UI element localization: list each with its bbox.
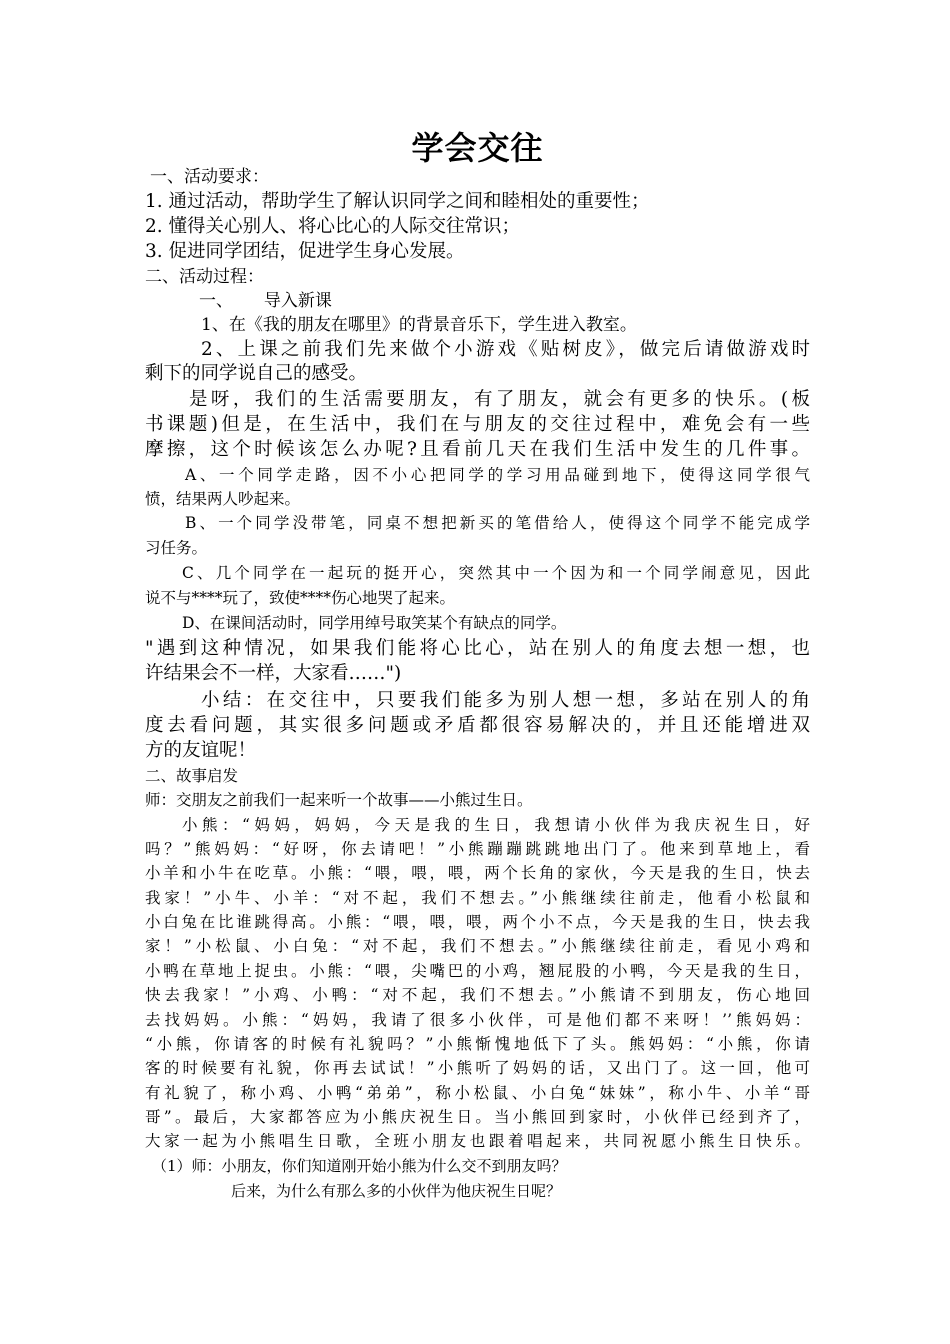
text-line: 方的友谊呢！	[145, 740, 257, 761]
text-line: 快去我家！”小鸡、小鸭：“对不起，我们不想去。”小熊请不到朋友，伤心地回	[145, 986, 810, 1004]
text-line: 许结果会不一样，大家看……")	[145, 663, 402, 684]
text-line: 一、 导入新课	[199, 291, 332, 311]
text-line: 哥”。最后，大家都答应为小熊庆祝生日。当小熊回到家时，小伙伴已经到齐了，	[145, 1108, 810, 1126]
text-line: 2、上课之前我们先来做个小游戏《贴树皮》，做完后请做游戏时	[201, 339, 810, 360]
text-line: 大家一起为小熊唱生日歌，全班小朋友也跟着唱起来，共同祝愿小熊生日快乐。	[145, 1132, 810, 1150]
text-line: 说不与****玩了，致使****伤心地哭了起来。	[145, 589, 456, 607]
text-line: 我家！”小牛、小羊：“对不起，我们不想去。”小熊继续往前走，他看小松鼠和	[145, 889, 810, 907]
text-line: 小羊和小牛在吃草。小熊：“喂，喂，喂，两个长角的家伙，今天是我的生日，快去	[145, 864, 810, 882]
text-line: A、一个同学走路，因不小心把同学的学习用品碰到地下，使得这同学很气	[185, 466, 810, 484]
text-line: 摩擦，这个时候该怎么办呢?且看前几天在我们生活中发生的几件事。	[145, 439, 810, 460]
text-line: 去找妈妈。小熊：“妈妈，我请了很多小伙伴，可是他们都不来呀！’’熊妈妈：	[145, 1011, 810, 1029]
text-line: 二、故事启发	[145, 767, 239, 785]
text-line: 是呀，我们的生活需要朋友，有了朋友，就会有更多的快乐。(板	[189, 389, 810, 410]
text-line: 有礼貌了，称小鸡、小鸭“弟弟”，称小松鼠、小白兔“妹妹”，称小牛、小羊“哥	[145, 1084, 810, 1102]
text-line: 小熊：“妈妈，妈妈，今天是我的生日，我想请小伙伴为我庆祝生日，好	[182, 816, 810, 834]
text-line: 后来，为什么有那么多的小伙伴为他庆祝生日呢？	[231, 1182, 562, 1200]
text-line: C、几个同学在一起玩的挺开心，突然其中一个因为和一个同学闹意见，因此	[182, 564, 810, 582]
text-line: 1、在《我的朋友在哪里》的背景音乐下，学生进入教室。	[201, 315, 637, 335]
text-line: 习任务。	[145, 539, 208, 557]
text-line: 2. 懂得关心别人、将心比心的人际交往常识；	[145, 216, 521, 237]
text-line: （1）师：小朋友，你们知道刚开始小熊为什么交不到朋友吗？	[152, 1157, 567, 1175]
text-line: 师：交朋友之前我们一起来听一个故事——小熊过生日。	[145, 791, 533, 809]
text-line: 小白兔在比谁跳得高。小熊：“喂，喂，喂，两个小不点，今天是我的生日，快去我	[145, 913, 810, 931]
text-line: "遇到这种情况，如果我们能将心比心，站在别人的角度去想一想，也	[145, 638, 810, 659]
document-title: 学会交往	[411, 129, 544, 167]
text-line: “小熊，你请客的时候有礼貌吗？”小熊惭愧地低下了头。熊妈妈：“小熊，你请	[145, 1035, 810, 1053]
text-line: 客的时候要有礼貌，你再去试试！”小熊听了妈妈的话，又出门了。这一回，他可	[145, 1059, 810, 1077]
text-line: 二、活动过程：	[145, 267, 264, 287]
text-line: 愤，结果两人吵起来。	[145, 490, 301, 508]
text-line: 小鸭在草地上捉虫。小熊：“喂，尖嘴巴的小鸡，翘屁股的小鸭，今天是我的生日，	[145, 962, 810, 980]
text-line: 家！”小松鼠、小白兔：“对不起，我们不想去。”小熊继续往前走，看见小鸡和	[145, 937, 810, 955]
text-line: 剩下的同学说自己的感受。	[145, 363, 368, 384]
text-line: 吗？”熊妈妈：“好呀，你去请吧！”小熊蹦蹦跳跳地出门了。他来到草地上，看	[145, 840, 810, 858]
text-line: 书课题)但是，在生活中，我们在与朋友的交往过程中，难免会有一些	[145, 414, 810, 435]
text-line: 度去看问题，其实很多问题或矛盾都很容易解决的，并且还能增进双	[145, 715, 810, 736]
text-line: 1. 通过活动，帮助学生了解认识同学之间和睦相处的重要性；	[145, 191, 650, 212]
text-line: B、一个同学没带笔，同桌不想把新买的笔借给人，使得这个同学不能完成学	[185, 514, 810, 532]
text-line: 小结：在交往中，只要我们能多为别人想一想，多站在别人的角	[201, 690, 810, 711]
text-line: D、在课间活动时，同学用绰号取笑某个有缺点的同学。	[182, 614, 567, 632]
text-line: 一、活动要求：	[150, 167, 269, 187]
text-line: 3. 促进同学团结，促进学生身心发展。	[145, 241, 465, 262]
